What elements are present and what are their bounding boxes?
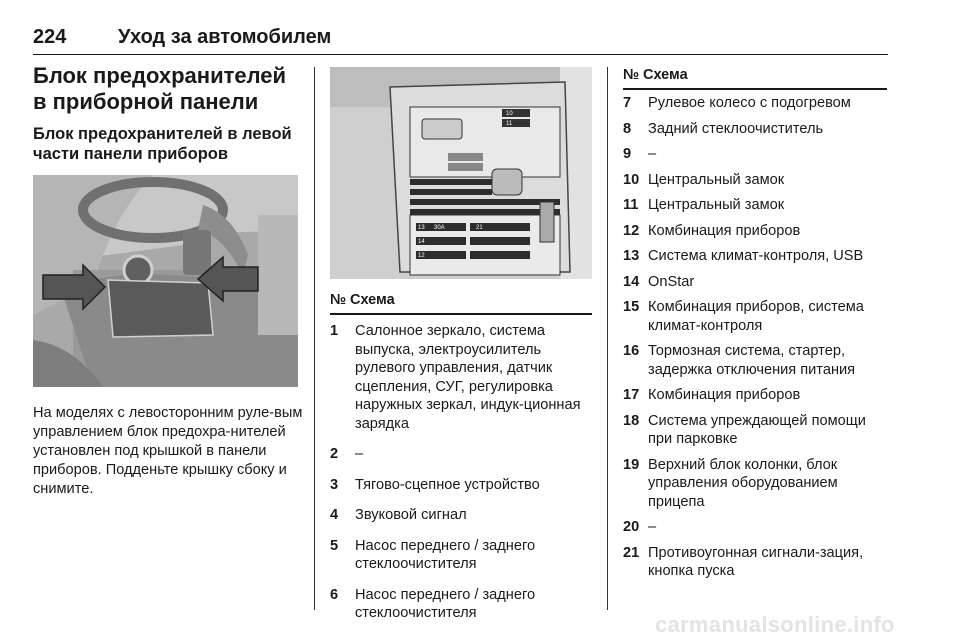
table-header (623, 67, 887, 90)
column-number-header: № (623, 67, 640, 83)
fuse-label: 30A (434, 225, 445, 231)
table-row (623, 456, 887, 512)
column-number-header: № (330, 292, 347, 308)
fuse-table-middle (330, 292, 592, 623)
table-row (623, 298, 887, 335)
section-title: Блок предохранителей в приборной панели (33, 63, 287, 114)
table-row (623, 273, 887, 292)
fuse-number: 3 (330, 476, 339, 493)
table-row (623, 222, 887, 241)
table-row (623, 544, 887, 581)
fuse-number: 17 (623, 387, 640, 403)
fuse-circuit: Комбинация приборов (648, 222, 801, 239)
fuse-circuit: Центральный замок (648, 171, 785, 188)
table-row (623, 94, 887, 113)
table-row (330, 506, 592, 525)
fuse-circuit: Комбинация приборов (648, 387, 801, 403)
fuse-circuit: – (648, 146, 657, 162)
fuse-circuit: Система упреждающей помощи при парковке (648, 412, 866, 447)
watermark: carmanualsonline.info (655, 612, 895, 637)
table-row (623, 518, 887, 537)
table-row (623, 412, 887, 449)
fuse-number: 4 (330, 507, 339, 523)
fuse-number: 18 (623, 412, 640, 429)
subsection-title: Блок предохранителей в левой части панели приборов (33, 125, 292, 163)
table-row (330, 322, 592, 433)
fuse-number: 20 (623, 519, 640, 535)
fuse-number: 21 (623, 544, 640, 561)
fuse-label: 14 (418, 239, 425, 245)
fuse-number: 12 (623, 222, 640, 239)
table-header (330, 292, 592, 315)
table-row (623, 171, 887, 190)
fuse-label: 12 (418, 253, 425, 259)
fuse-circuit: Задний стеклоочиститель (648, 120, 824, 137)
table-row (330, 586, 592, 623)
fuse-number: 14 (623, 273, 640, 290)
fuse-circuit: Тормозная система, стартер, задержка отключения питания (648, 343, 856, 378)
fuse-number: 10 (623, 171, 640, 188)
table-row (623, 247, 887, 266)
fuse-circuit: Комбинация приборов, система климат-контроля (648, 299, 864, 334)
fuse-number: 13 (623, 248, 640, 264)
page-number: 224 (33, 26, 67, 48)
fuse-label: 11 (506, 121, 513, 127)
fuse-number: 16 (623, 343, 640, 359)
page-heading: Уход за автомобилем (118, 26, 332, 48)
fuse-circuit: Тягово-сцепное устройство (355, 476, 540, 493)
column-circuit-header: Схема (350, 292, 395, 308)
fuse-number: 11 (623, 197, 639, 213)
fuse-table-right (623, 67, 887, 581)
fuse-circuit: Верхний блок колонки, блок управления оборудованием прицепа (648, 456, 838, 510)
table-row (330, 476, 592, 495)
fuse-circuit: Салонное зеркало, система выпуска, электроусилитель рулевого управления, датчик сцепления, СУГ, регулировка наружных зеркал, индук-ционная зарядка (355, 323, 581, 432)
fuse-number: 15 (623, 299, 640, 315)
table-row (623, 342, 887, 379)
fuse-circuit: OnStar (648, 273, 695, 290)
fuse-circuit: Насос переднего / заднего стеклоочистителя (355, 586, 536, 621)
fuse-number: 8 (623, 120, 632, 137)
fuse-label: 10 (506, 111, 513, 117)
fuse-number: 5 (330, 537, 339, 554)
table-row (330, 537, 592, 574)
fuse-number: 7 (623, 95, 632, 111)
table-row (330, 445, 592, 464)
fuse-number: 6 (330, 586, 339, 603)
dashboard-photo (33, 175, 298, 387)
fuse-number: 19 (623, 456, 640, 473)
fuse-circuit: Центральный замок (648, 197, 785, 213)
fuse-number: 2 (330, 446, 339, 462)
column-divider-right (607, 67, 608, 610)
page-header (33, 24, 888, 55)
fuse-box-diagram (330, 67, 592, 279)
fuse-circuit: Система климат-контроля, USB (648, 248, 864, 264)
fuse-number: 9 (623, 146, 632, 162)
column-divider-left (314, 67, 315, 610)
fuse-circuit: Противоугонная сигнали-зация, кнопка пуска (648, 544, 864, 579)
table-row (623, 386, 887, 405)
fuse-label: 13 (418, 225, 425, 231)
table-row (623, 145, 887, 164)
fuse-circuit: Звуковой сигнал (355, 507, 467, 523)
fuse-number: 1 (330, 323, 339, 339)
column-circuit-header: Схема (643, 67, 688, 83)
fuse-label: 21 (476, 225, 483, 231)
fuse-circuit: Насос переднего / заднего стеклоочистителя (355, 537, 536, 572)
table-row (623, 196, 887, 215)
body-text: На моделях с левосторонним руле-вым управлением блок предохра-нителей установлен под крышкой в панели приборов. Подденьте крышку сбоку и снимите. (33, 405, 303, 497)
fuse-circuit: – (648, 519, 657, 535)
fuse-circuit: Рулевое колесо с подогревом (648, 95, 851, 111)
table-row (623, 120, 887, 139)
fuse-circuit: – (355, 446, 364, 462)
